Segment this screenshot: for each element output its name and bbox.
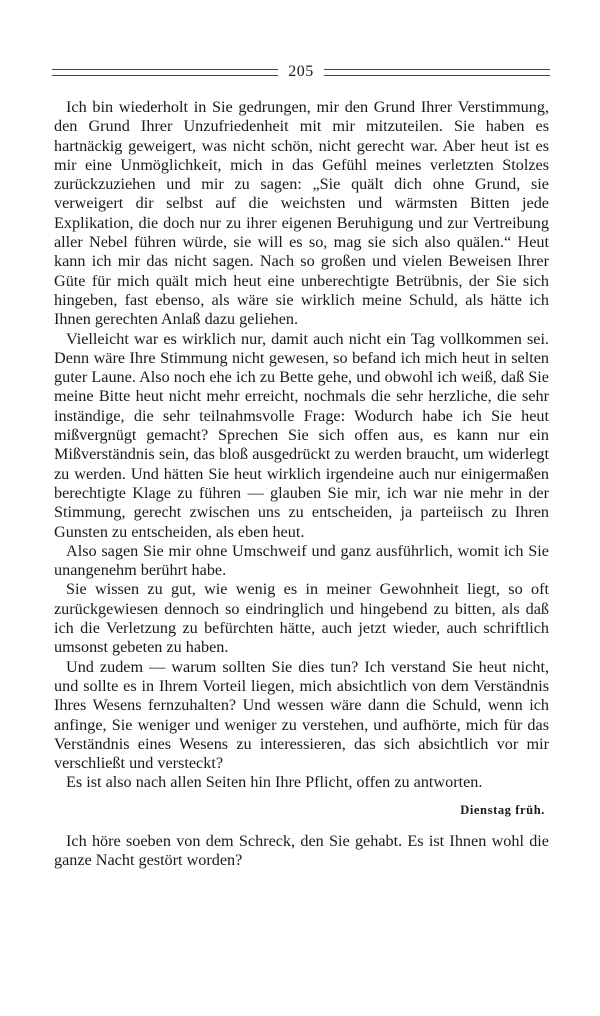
- letter-paragraph: Und zudem — warum sollten Sie dies tun? Ich verstand Sie heut nicht, und sollte es in Ihrem Vorteil liegen, mich absichtlich von dem Verständnis Ihres Wesens fernzuhalten? Und wessen wäre dann die Schuld, wenn ich anfinge, Sie weniger und weniger zu verstehen, und aufhörte, mich für das Verständnis eines Wesens zu interessieren, das sich absichtlich vor mir verschließt und versteckt?: [54, 657, 549, 773]
- header-rule-right: [324, 69, 550, 76]
- page-body: [54, 98, 549, 871]
- letter-paragraph: Vielleicht war es wirklich nur, damit auch nicht ein Tag vollkommen sei. Denn wäre Ihre Stimmung nicht gewesen, so befand ich mich heut in selten guter Laune. Also noch ehe ich zu Bette gehe, und obwohl ich weiß, daß Sie meine Bitte heut nicht mehr erreicht, nochmals die sehr herzliche, die sehr inständige, die sehr teilnahmsvolle Frage: Wodurch habe ich Sie heut mißvergnügt gemacht? Sprechen Sie sich offen aus, es kann nur ein Mißverständnis sein, das bloß ausgedrückt zu werden braucht, um widerlegt zu werden. Und hätten Sie heut wirklich irgendeine auch nur einigermaßen berechtigte Klage zu führen — glauben Sie mir, ich war nie mehr in der Stimmung, gerecht zwischen uns zu entscheiden, ja parteiisch zu Ihren Gunsten zu entscheiden, als eben heut.: [54, 329, 549, 541]
- letter-paragraph: Also sagen Sie mir ohne Umschweif und ganz ausführlich, womit ich Sie unangenehm berührt habe.: [54, 541, 549, 580]
- page-header: [52, 62, 550, 82]
- letter-paragraph: Ich bin wiederholt in Sie gedrungen, mir den Grund Ihrer Verstimmung, den Grund Ihrer Unzufriedenheit mit mir mitzuteilen. Sie haben es hartnäckig geweigert, was nicht schön, nicht gerecht war. Aber heut ist es mir eine Unmöglichkeit, mich in das Gefühl meines verletzten Stolzes zurückzuziehen und mir zu sagen: „Sie quält dich ohne Grund, sie verweigert dir selbst auf die weichsten und wärmsten Bitten jede Explikation, die doch nur zu ihrer eigenen Beruhigung und zur Vertreibung aller Nebel führen würde, sie will es so, mag sie sich also quälen.“ Heut kann ich mir das nicht sagen. Nach so großen und vielen Beweisen Ihrer Güte für mich quält mich heut eine unberechtigte Betrübnis, der Sie sich hingeben, fast ebenso, als wäre sie wirklich meine Schuld, als hätte ich Ihnen gerechten Anlaß dazu geliehen.: [54, 98, 549, 329]
- header-rule-left: [52, 69, 278, 76]
- letter-paragraph: Sie wissen zu gut, wie wenig es in meiner Gewohnheit liegt, so oft zurückgewiesen dennoch so eindringlich und hingebend zu bitten, als daß ich die Verletzung zu befürchten hätte, auch jetzt wieder, auch schriftlich umsonst gebeten zu haben.: [54, 580, 549, 657]
- letter-dateline: Dienstag früh.: [460, 802, 545, 817]
- page-number: 205: [288, 63, 314, 80]
- letter-paragraph: Es ist also nach allen Seiten hin Ihre Pflicht, offen zu antworten.: [66, 773, 483, 792]
- letter-paragraph: Ich höre soeben von dem Schreck, den Sie gehabt. Es ist Ihnen wohl die ganze Nacht gestört worden?: [54, 831, 549, 870]
